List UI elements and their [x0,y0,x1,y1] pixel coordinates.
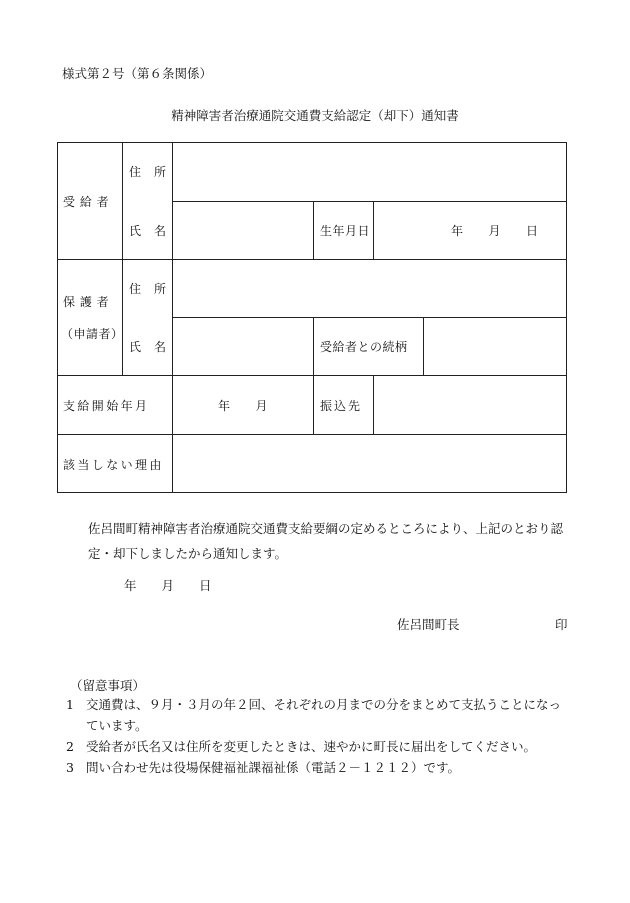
notes-title: （留意事項） [70,678,146,693]
birthdate-placeholder: 年 月 日 [451,224,539,238]
form-number: 様式第２号（第６条関係） [62,66,213,81]
document-title: 精神障害者治療通院交通費支給認定（却下）通知書 [171,108,459,123]
table-rule [57,375,567,376]
guardian-address-label: 住 所 [129,282,167,296]
table-rule [313,201,314,260]
applicant-label: （申請者） [61,327,124,341]
table-rule [373,375,374,434]
guardian-name-label: 氏 名 [129,340,167,354]
table-rule [373,201,374,260]
seal-mark: 印 [555,617,568,632]
table-rule [57,434,567,435]
recipient-address-label: 住 所 [129,165,167,179]
note-number: 2 [66,739,74,754]
relationship-label: 受給者との続柄 [320,340,408,354]
table-rule [172,317,567,318]
note-text: 交通費は、９月・３月の年２回、それぞれの月までの分をまとめて支払うことになっています。 [86,697,562,733]
recipient-label: 受 給 者 [63,195,110,209]
application-table [57,142,567,492]
table-border-bottom [57,492,567,493]
start-month-label: 支給開始年月 [63,399,150,413]
birthdate-label: 生年月日 [320,224,371,238]
note-text: 問い合わせ先は役場保健福祉課福祉係（電話２－１２１２）です。 [86,760,461,775]
table-rule [423,317,424,376]
note-number: 1 [66,697,74,712]
transfer-account-label: 振込先 [320,399,363,413]
note-text: 受給者が氏名又は住所を変更したときは、速やかに町長に届出をしてください。 [86,739,537,754]
rejection-reason-label: 該当しない理由 [63,458,164,472]
guardian-label: 保 護 者 [63,295,110,309]
table-border-left [57,142,58,493]
statement-text: 佐呂間町精神障害者治療通院交通費支給要綱の定めるところにより、上記のとおり認定・却下しましたから通知します。 [88,521,564,561]
recipient-name-label: 氏 名 [129,224,167,238]
table-rule [313,375,314,434]
note-number: 3 [66,760,74,775]
table-rule [57,259,567,260]
start-month-placeholder: 年 月 [218,399,269,413]
notice-date: 年 月 日 [124,578,212,593]
note-item [86,694,572,736]
issuer-name: 佐呂間町長 [397,617,460,632]
table-rule [172,142,173,493]
table-border-top [57,142,567,143]
table-border-right [566,142,567,493]
notice-statement [74,516,569,566]
table-rule [313,317,314,376]
table-rule [172,201,567,202]
